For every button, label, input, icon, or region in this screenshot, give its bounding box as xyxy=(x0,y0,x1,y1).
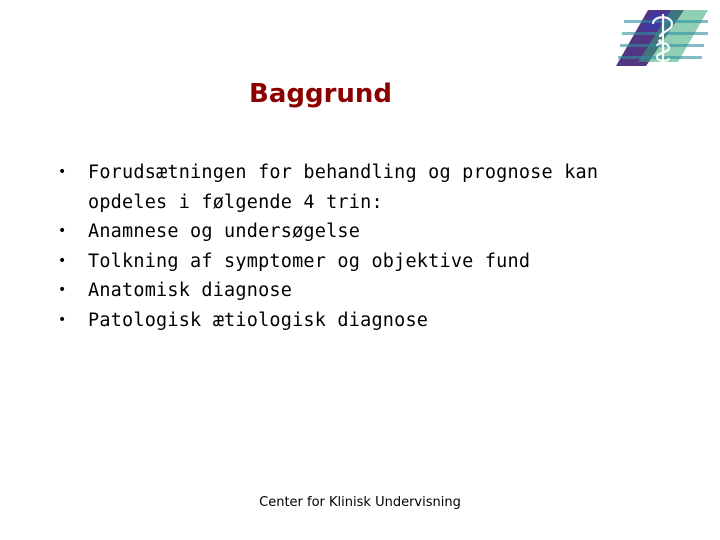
bullet-text: Patologisk ætiologisk diagnose xyxy=(88,309,429,331)
bullet-icon: • xyxy=(58,164,67,180)
bullet-icon: • xyxy=(58,252,67,269)
slide-title: Baggrund xyxy=(249,79,393,109)
bullet-text: Anatomisk diagnose xyxy=(88,280,293,301)
bullet-item xyxy=(58,247,698,277)
bullet-icon: • xyxy=(58,311,67,328)
bullet-icon: • xyxy=(58,282,67,298)
caduceus-paragraph-logo-icon xyxy=(616,10,708,66)
bullet-item xyxy=(58,158,698,217)
bullet-item xyxy=(58,306,698,336)
bullet-item xyxy=(58,276,698,306)
bullet-text: Anamnese og undersøgelse xyxy=(88,221,361,242)
bullet-icon: • xyxy=(58,223,67,239)
bullet-text: Tolkning af symptomer og objektive fund xyxy=(88,250,531,272)
bullet-list xyxy=(58,158,698,335)
bullet-text: Forudsætningen for behandling og prognose kan opdeles i følgende 4 trin: xyxy=(88,162,599,213)
bullet-item xyxy=(58,217,698,247)
footer-text: Center for Klinisk Undervisning xyxy=(259,495,461,510)
